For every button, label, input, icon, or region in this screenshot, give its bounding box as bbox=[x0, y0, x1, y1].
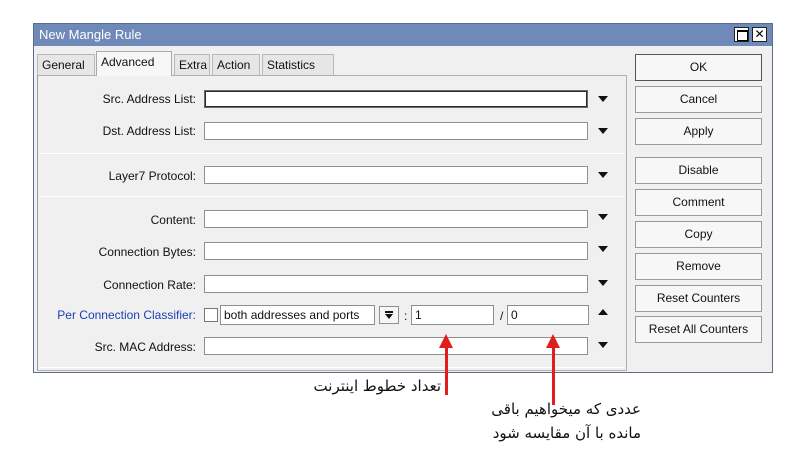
separator bbox=[39, 153, 625, 154]
pcc-colon: : bbox=[404, 309, 408, 323]
dst-address-list-input[interactable] bbox=[204, 122, 588, 140]
mangle-rule-window bbox=[33, 23, 773, 373]
maximize-icon[interactable] bbox=[734, 27, 749, 42]
src-address-list-input[interactable] bbox=[204, 90, 588, 108]
connection-rate-input[interactable] bbox=[204, 275, 588, 293]
title-bar[interactable] bbox=[34, 24, 772, 46]
remove-button[interactable]: Remove bbox=[635, 253, 762, 280]
reset-counters-button[interactable]: Reset Counters bbox=[635, 285, 762, 312]
pcc-negate-checkbox[interactable] bbox=[204, 308, 218, 322]
remainder-arrow-head-icon bbox=[546, 334, 560, 348]
layer7-protocol-input[interactable] bbox=[204, 166, 588, 184]
tab-action[interactable]: Action bbox=[212, 54, 260, 76]
tab-extra[interactable]: Extra bbox=[174, 54, 210, 76]
layer7-protocol-label: Layer7 Protocol: bbox=[108, 169, 196, 183]
connection-bytes-dropdown-icon[interactable] bbox=[598, 246, 608, 252]
lines-count-annotation: تعداد خطوط اینترنت bbox=[313, 377, 441, 395]
content-label: Content: bbox=[150, 213, 196, 227]
advanced-panel bbox=[37, 75, 627, 371]
copy-button[interactable]: Copy bbox=[635, 221, 762, 248]
comment-button[interactable]: Comment bbox=[635, 189, 762, 216]
pcc-slash: / bbox=[500, 309, 504, 323]
connection-bytes-label: Connection Bytes: bbox=[98, 245, 196, 259]
pcc-collapse-icon[interactable] bbox=[598, 309, 608, 315]
lines-count-arrow-icon bbox=[445, 347, 448, 395]
separator bbox=[39, 196, 625, 197]
tab-statistics[interactable]: Statistics bbox=[262, 54, 334, 76]
remainder-annotation-line1: عددی که میخواهیم باقی bbox=[491, 400, 641, 418]
ok-button[interactable]: OK bbox=[635, 54, 762, 81]
src-mac-address-input[interactable] bbox=[204, 337, 588, 355]
lines-count-arrow-head-icon bbox=[439, 334, 453, 348]
connection-bytes-input[interactable] bbox=[204, 242, 588, 260]
src-address-list-dropdown-icon[interactable] bbox=[598, 96, 608, 102]
apply-button[interactable]: Apply bbox=[635, 118, 762, 145]
per-connection-classifier-label: Per Connection Classifier: bbox=[57, 308, 196, 322]
dst-address-list-label: Dst. Address List: bbox=[102, 124, 196, 138]
connection-rate-label: Connection Rate: bbox=[103, 278, 196, 292]
window-title: New Mangle Rule bbox=[39, 27, 142, 42]
src-address-list-label: Src. Address List: bbox=[102, 92, 196, 106]
tab-advanced[interactable]: Advanced bbox=[96, 51, 172, 76]
connection-rate-dropdown-icon[interactable] bbox=[598, 280, 608, 286]
content-input[interactable] bbox=[204, 210, 588, 228]
pcc-denominator-input[interactable]: 1 bbox=[411, 305, 494, 325]
pcc-mode-dropdown-bar bbox=[385, 311, 393, 313]
content-dropdown-icon[interactable] bbox=[598, 214, 608, 220]
tab-general[interactable]: General bbox=[37, 54, 95, 76]
pcc-remainder-input[interactable]: 0 bbox=[507, 305, 589, 325]
close-icon[interactable]: ✕ bbox=[752, 27, 767, 42]
separator bbox=[39, 367, 625, 368]
remainder-arrow-icon bbox=[552, 347, 555, 405]
cancel-button[interactable]: Cancel bbox=[635, 86, 762, 113]
src-mac-address-label: Src. MAC Address: bbox=[94, 340, 196, 354]
disable-button[interactable]: Disable bbox=[635, 157, 762, 184]
reset-all-counters-button[interactable]: Reset All Counters bbox=[635, 316, 762, 343]
src-mac-address-dropdown-icon[interactable] bbox=[598, 342, 608, 348]
pcc-mode-select[interactable]: both addresses and ports bbox=[220, 305, 375, 325]
pcc-mode-dropdown-arrow-icon bbox=[385, 314, 393, 319]
remainder-annotation-line2: مانده با آن مقایسه شود bbox=[492, 424, 641, 442]
pcc-mode-dropdown-button[interactable] bbox=[379, 306, 399, 324]
dst-address-list-dropdown-icon[interactable] bbox=[598, 128, 608, 134]
layer7-protocol-dropdown-icon[interactable] bbox=[598, 172, 608, 178]
